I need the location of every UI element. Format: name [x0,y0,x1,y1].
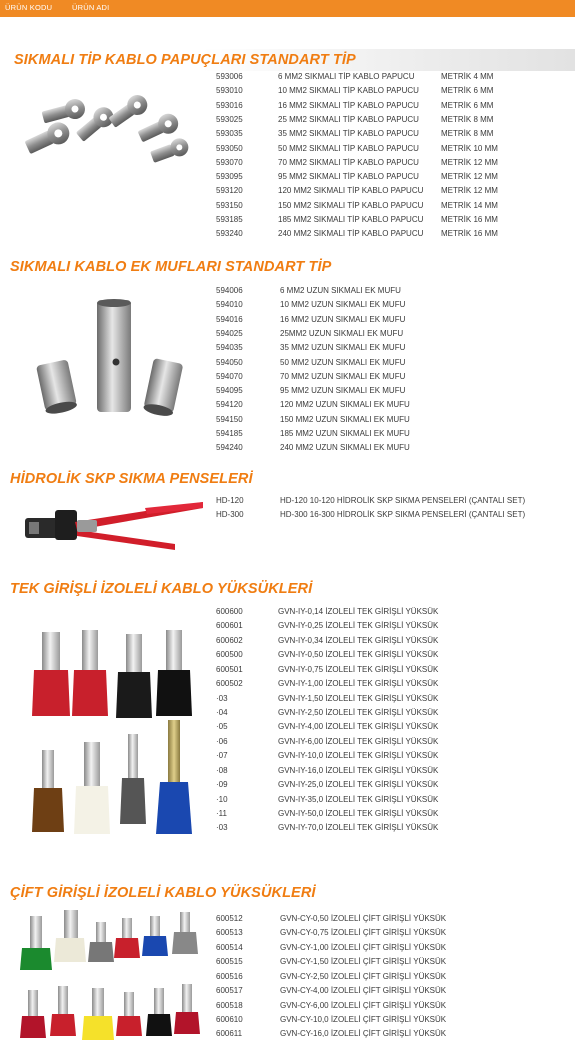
product-row [216,986,571,998]
product-spec: METRİK 6 MM [441,86,494,96]
section-title-hydraulic: HİDROLİK SKP SIKMA PENSELERİ [10,471,253,487]
product-code: ·06 [216,736,228,746]
product-spec: METRİK 8 MM [441,114,494,124]
product-spec: METRİK 4 MM [441,72,494,81]
product-row [216,928,571,940]
product-code: 593025 [216,114,243,124]
product-name: GVN-IY-70,0 İZOLELİ TEK GİRİŞLİ YÜKSÜK [278,823,439,833]
product-row [216,914,571,926]
section-title-sleeves: SIKMALI KABLO EK MUFLARI STANDART TİP [10,259,332,275]
product-name: GVN-IY-1,00 İZOLELİ TEK GİRİŞLİ YÜKSÜK [278,679,439,689]
product-row [216,607,571,619]
product-name: GVN-CY-10,0 İZOLELİ ÇİFT GİRİŞLİ YÜKSÜK [280,1015,447,1024]
product-code: 600514 [216,942,243,952]
product-name: HD-120 10-120 HİDROLİK SKP SIKMA PENSELERİ (ÇANTALI SET) [280,496,526,505]
product-row [216,400,571,412]
product-name: GVN-CY-1,50 İZOLELİ ÇİFT GİRİŞLİ YÜKSÜK [280,957,447,967]
product-row [216,679,571,691]
product-row [216,809,571,821]
product-name: GVN-IY-0,75 İZOLELİ TEK GİRİŞLİ YÜKSÜK [278,664,439,674]
product-name: GVN-CY-16,0 İZOLELİ ÇİFT GİRİŞLİ YÜKSÜK [280,1029,447,1039]
section-title-twin-ferrules: ÇİFT GİRİŞLİ İZOLELİ KABLO YÜKSÜKLERİ [10,885,316,901]
product-code: ·11 [216,809,227,819]
product-row [216,201,571,213]
product-code: 594150 [216,414,243,424]
twin-ferrules-image [20,908,205,1043]
single-ferrules-image [28,612,208,842]
product-name: 35 MM2 SIKMALI TİP KABLO PAPUCU [278,129,419,139]
product-name: 10 MM2 UZUN SIKMALI EK MUFU [280,300,406,310]
product-name: GVN-IY-1,50 İZOLELİ TEK GİRİŞLİ YÜKSÜK [278,693,439,703]
product-code: ·04 [216,708,228,717]
product-name: GVN-IY-10,0 İZOLELİ TEK GİRİŞLİ YÜKSÜK [278,751,439,761]
product-name: 70 MM2 UZUN SIKMALI EK MUFU [280,371,406,381]
product-name: 70 MM2 SIKMALI TİP KABLO PAPUCU [278,157,419,167]
product-row [216,343,571,355]
product-row [216,229,571,241]
product-row [216,650,571,662]
product-code: 593070 [216,157,243,167]
product-code: HD-300 [216,510,244,519]
product-name: GVN-CY-2,50 İZOLELİ ÇİFT GİRİŞLİ YÜKSÜK [280,971,447,981]
product-code: HD-120 [216,496,244,505]
product-name: 120 MM2 SIKMALI TİP KABLO PAPUCU [278,186,424,196]
product-name: 95 MM2 SIKMALI TİP KABLO PAPUCU [278,172,419,182]
product-spec: METRİK 12 MM [441,172,498,182]
product-code: 593016 [216,100,243,110]
product-row [216,957,571,969]
product-name: 50 MM2 SIKMALI TİP KABLO PAPUCU [278,143,419,153]
product-code: 594035 [216,343,243,353]
product-row [216,1029,571,1041]
product-row [216,72,571,84]
product-spec: METRİK 6 MM [441,100,494,110]
product-name: 6 MM2 UZUN SIKMALI EK MUFU [280,286,401,295]
product-spec: METRİK 14 MM [441,200,498,210]
product-row [216,129,571,141]
product-row [216,115,571,127]
product-row [216,766,571,778]
product-code: 600610 [216,1015,243,1024]
product-code: 600513 [216,928,243,938]
product-name: GVN-CY-6,00 İZOLELİ ÇİFT GİRİŞLİ YÜKSÜK [280,1000,447,1010]
product-name: 25MM2 UZUN SIKMALI EK MUFU [280,328,404,338]
product-name: 25 MM2 SIKMALI TİP KABLO PAPUCU [278,114,419,124]
product-name: 150 MM2 SIKMALI TİP KABLO PAPUCU [278,200,424,210]
product-row [216,286,571,298]
header-bar [0,0,575,17]
product-code: 593240 [216,229,243,239]
product-row [216,780,571,792]
product-name: HD-300 16-300 HİDROLİK SKP SIKMA PENSELERİ (ÇANTALI SET) [280,510,526,519]
product-row [216,329,571,341]
product-spec: METRİK 8 MM [441,129,494,139]
product-code: 594070 [216,371,243,381]
product-name: 95 MM2 UZUN SIKMALI EK MUFU [280,386,406,396]
product-code: 600600 [216,607,243,616]
product-code: ·03 [216,823,228,833]
product-row [216,86,571,98]
product-name: 185 MM2 UZUN SIKMALI EK MUFU [280,429,410,438]
section-title-cable-lugs: SIKMALI TİP KABLO PAPUÇLARI STANDART TİP [14,52,356,68]
product-name: 16 MM2 UZUN SIKMALI EK MUFU [280,314,406,324]
product-row [216,496,571,508]
product-row [216,823,571,835]
product-code: ·05 [216,722,228,732]
product-row [216,636,571,648]
product-code: 594095 [216,386,243,396]
product-row [216,722,571,734]
product-name: GVN-IY-6,00 İZOLELİ TEK GİRİŞLİ YÜKSÜK [278,736,439,746]
product-name: GVN-IY-0,14 İZOLELİ TEK GİRİŞLİ YÜKSÜK [278,607,439,616]
product-code: ·09 [216,780,228,790]
product-code: 600602 [216,635,243,645]
product-code: 594006 [216,286,243,295]
product-name: 240 MM2 UZUN SIKMALI EK MUFU [280,443,410,453]
product-name: GVN-IY-25,0 İZOLELİ TEK GİRİŞLİ YÜKSÜK [278,780,439,790]
product-name: 185 MM2 SIKMALI TİP KABLO PAPUCU [278,215,424,224]
product-spec: METRİK 16 MM [441,229,498,239]
product-code: 593050 [216,143,243,153]
sleeves-image [22,296,202,416]
product-code: 600500 [216,650,243,660]
product-row [216,158,571,170]
product-name: 6 MM2 SIKMALI TİP KABLO PAPUCU [278,72,415,81]
product-row [216,972,571,984]
product-row [216,101,571,113]
product-row [216,751,571,763]
product-row [216,737,571,749]
product-name: 50 MM2 UZUN SIKMALI EK MUFU [280,357,406,367]
product-code: 594016 [216,314,243,324]
product-spec: METRİK 16 MM [441,215,498,224]
product-row [216,172,571,184]
product-row [216,315,571,327]
product-code: 594185 [216,429,243,438]
product-row [216,372,571,384]
product-row [216,795,571,807]
product-code: 600517 [216,986,243,996]
product-row [216,186,571,198]
product-row [216,1015,571,1027]
product-row [216,1001,571,1013]
product-name: 35 MM2 UZUN SIKMALI EK MUFU [280,343,406,353]
product-code: ·07 [216,751,228,761]
column-header-code: ÜRÜN KODU [5,3,53,12]
product-name: 120 MM2 UZUN SIKMALI EK MUFU [280,400,410,410]
product-row [216,443,571,455]
product-code: ·10 [216,794,228,804]
product-row [216,386,571,398]
product-row [216,415,571,427]
product-code: 593035 [216,129,243,139]
product-code: 594120 [216,400,243,410]
product-code: 593150 [216,200,243,210]
product-name: GVN-IY-0,50 İZOLELİ TEK GİRİŞLİ YÜKSÜK [278,650,439,660]
product-code: 593120 [216,186,243,196]
product-name: 10 MM2 SIKMALI TİP KABLO PAPUCU [278,86,419,96]
product-code: 593010 [216,86,243,96]
product-row [216,665,571,677]
product-code: 600518 [216,1000,243,1010]
column-header-name: ÜRÜN ADI [72,3,110,12]
product-code: 600501 [216,664,243,674]
product-code: 600516 [216,971,243,981]
product-code: ·08 [216,765,228,775]
section-title-single-ferrules: TEK GİRİŞLİ İZOLELİ KABLO YÜKSÜKLERİ [10,581,313,597]
product-name: GVN-CY-4,00 İZOLELİ ÇİFT GİRİŞLİ YÜKSÜK [280,986,447,996]
product-name: GVN-IY-0,34 İZOLELİ TEK GİRİŞLİ YÜKSÜK [278,635,439,645]
product-name: GVN-IY-0,25 İZOLELİ TEK GİRİŞLİ YÜKSÜK [278,621,439,631]
product-code: 600611 [216,1029,243,1039]
product-code: 594025 [216,328,243,338]
product-name: GVN-IY-2,50 İZOLELİ TEK GİRİŞLİ YÜKSÜK [278,708,439,717]
product-code: 594050 [216,357,243,367]
hydraulic-tool-image [25,496,205,558]
cable-lugs-image [10,88,205,178]
product-name: GVN-CY-1,00 İZOLELİ ÇİFT GİRİŞLİ YÜKSÜK [280,942,447,952]
product-code: 600512 [216,914,243,923]
product-row [216,694,571,706]
product-row [216,144,571,156]
product-name: GVN-IY-16,0 İZOLELİ TEK GİRİŞLİ YÜKSÜK [278,765,439,775]
product-name: GVN-IY-50,0 İZOLELİ TEK GİRİŞLİ YÜKSÜK [278,809,439,819]
product-spec: METRİK 12 MM [441,186,498,196]
product-spec: METRİK 12 MM [441,157,498,167]
product-code: 593185 [216,215,243,224]
product-row [216,943,571,955]
product-code: 600601 [216,621,243,631]
product-code: 593006 [216,72,243,81]
product-name: 240 MM2 SIKMALI TİP KABLO PAPUCU [278,229,424,239]
product-spec: METRİK 10 MM [441,143,498,153]
product-row [216,708,571,720]
product-row [216,510,571,522]
product-code: 594240 [216,443,243,453]
product-row [216,300,571,312]
product-name: GVN-CY-0,50 İZOLELİ ÇİFT GİRİŞLİ YÜKSÜK [280,914,447,923]
product-code: 600502 [216,679,243,689]
product-code: 600515 [216,957,243,967]
product-name: 16 MM2 SIKMALI TİP KABLO PAPUCU [278,100,419,110]
product-name: GVN-IY-35,0 İZOLELİ TEK GİRİŞLİ YÜKSÜK [278,794,439,804]
product-code: ·03 [216,693,228,703]
product-name: GVN-IY-4,00 İZOLELİ TEK GİRİŞLİ YÜKSÜK [278,722,439,732]
product-code: 593095 [216,172,243,182]
product-name: 150 MM2 UZUN SIKMALI EK MUFU [280,414,410,424]
product-code: 594010 [216,300,243,310]
product-row [216,215,571,227]
product-row [216,429,571,441]
product-name: GVN-CY-0,75 İZOLELİ ÇİFT GİRİŞLİ YÜKSÜK [280,928,447,938]
product-row [216,621,571,633]
product-row [216,358,571,370]
